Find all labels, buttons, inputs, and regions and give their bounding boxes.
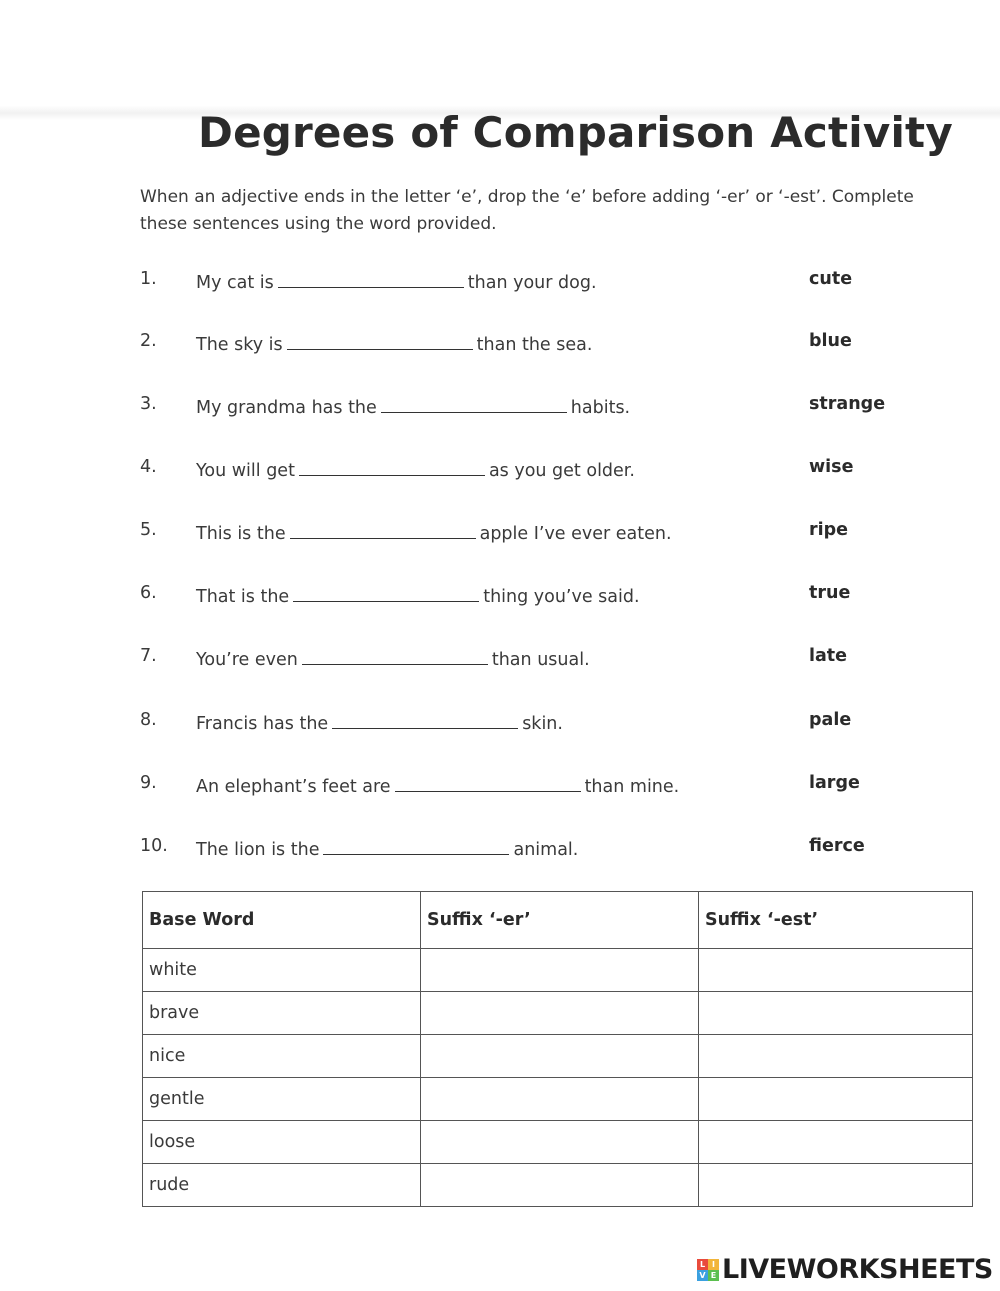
answer-blank[interactable] [323,836,509,855]
sentence-start: The sky is [196,335,283,355]
question-sentence [196,394,630,418]
base-word-cell: white [143,949,421,992]
answer-blank[interactable] [302,646,488,665]
question-number: 10. [140,836,168,856]
base-word-hint: late [809,646,848,666]
table-row [143,1078,973,1121]
base-word-hint: pale [809,710,852,730]
suffix-est-answer-cell[interactable] [699,1035,973,1078]
sentence-start: Francis has the [196,714,329,734]
base-word-hint: true [809,583,851,603]
instructions-text: When an adjective ends in the letter ‘e’, drop the ‘e’ before adding ‘-er’ or ‘-est’. Complete these sentences using the word provided. [140,187,914,234]
suffix-er-answer-cell[interactable] [421,949,699,992]
sentence-end: than the sea. [476,335,593,355]
answer-blank[interactable] [332,710,518,729]
question-sentence [196,269,597,293]
question-sentence [196,646,590,670]
table-row [143,1164,973,1207]
answer-blank[interactable] [290,520,476,539]
question-number: 1. [140,269,157,289]
sentence-start: This is the [196,524,286,544]
question-number: 6. [140,583,157,603]
base-word-hint: strange [809,394,886,414]
suffix-er-answer-cell[interactable] [421,1078,699,1121]
sentence-end: animal. [513,840,579,860]
question-row [140,583,900,613]
base-word-hint: ripe [809,520,849,540]
sentence-start: An elephant’s feet are [196,777,391,797]
liveworksheets-brand [697,1254,993,1285]
question-sentence [196,583,640,607]
suffix-er-answer-cell[interactable] [421,992,699,1035]
question-sentence [196,457,635,481]
header-base-word: Base Word [143,892,421,949]
question-row [140,269,900,299]
sentence-start: My grandma has the [196,398,377,418]
suffix-est-answer-cell[interactable] [699,1164,973,1207]
base-word-hint: wise [809,457,854,477]
base-word-hint: cute [809,269,853,289]
answer-blank[interactable] [278,269,464,288]
question-row [140,836,900,866]
base-word-cell: gentle [143,1078,421,1121]
sentence-end: as you get older. [488,461,635,481]
sentence-start: You’re even [196,650,298,670]
sentence-end: than mine. [584,777,680,797]
suffix-er-answer-cell[interactable] [421,1164,699,1207]
sentence-end: habits. [570,398,631,418]
answer-blank[interactable] [287,331,473,350]
base-word-cell: nice [143,1035,421,1078]
question-number: 7. [140,646,157,666]
page-top-shadow [0,0,1000,120]
sentence-end: thing you’ve said. [483,587,640,607]
suffix-est-answer-cell[interactable] [699,949,973,992]
question-number: 9. [140,773,157,793]
base-word-cell: brave [143,992,421,1035]
answer-blank[interactable] [381,394,567,413]
header-suffix-est: Suffix ‘-est’ [699,892,973,949]
question-sentence [196,773,679,797]
question-number: 8. [140,710,157,730]
table-row [143,949,973,992]
suffix-table-header-row [143,892,973,949]
base-word-hint: large [809,773,860,793]
suffix-est-answer-cell[interactable] [699,1121,973,1164]
question-sentence [196,710,563,734]
question-row [140,773,900,803]
brand-name: LIVEWORKSHEETS [722,1254,993,1285]
base-word-hint: blue [809,331,852,351]
question-sentence [196,836,578,860]
sentence-end: apple I’ve ever eaten. [479,524,672,544]
question-row [140,710,900,740]
page-title: Degrees of Comparison Activity [198,108,953,157]
sentence-start: You will get [196,461,295,481]
suffix-est-answer-cell[interactable] [699,992,973,1035]
table-row [143,1035,973,1078]
header-suffix-er: Suffix ‘-er’ [421,892,699,949]
answer-blank[interactable] [293,583,479,602]
question-sentence [196,331,592,355]
question-number: 2. [140,331,157,351]
base-word-cell: rude [143,1164,421,1207]
question-number: 4. [140,457,157,477]
suffix-table [142,891,973,1207]
table-row [143,1121,973,1164]
question-row [140,457,900,487]
question-row [140,646,900,676]
answer-blank[interactable] [299,457,485,476]
base-word-cell: loose [143,1121,421,1164]
sentence-end: than usual. [491,650,590,670]
question-number: 3. [140,394,157,414]
sentence-end: skin. [522,714,563,734]
question-row [140,331,900,361]
sentence-start: That is the [196,587,290,607]
question-row [140,520,900,550]
suffix-est-answer-cell[interactable] [699,1078,973,1121]
suffix-er-answer-cell[interactable] [421,1121,699,1164]
question-sentence [196,520,672,544]
sentence-end: than your dog. [467,273,597,293]
sentence-start: The lion is the [196,840,320,860]
question-number: 5. [140,520,157,540]
sentence-start: My cat is [196,273,274,293]
suffix-er-answer-cell[interactable] [421,1035,699,1078]
table-row [143,992,973,1035]
liveworksheets-logo-icon: L I V E [697,1259,719,1281]
answer-blank[interactable] [395,773,581,792]
base-word-hint: fierce [809,836,865,856]
question-row [140,394,900,424]
